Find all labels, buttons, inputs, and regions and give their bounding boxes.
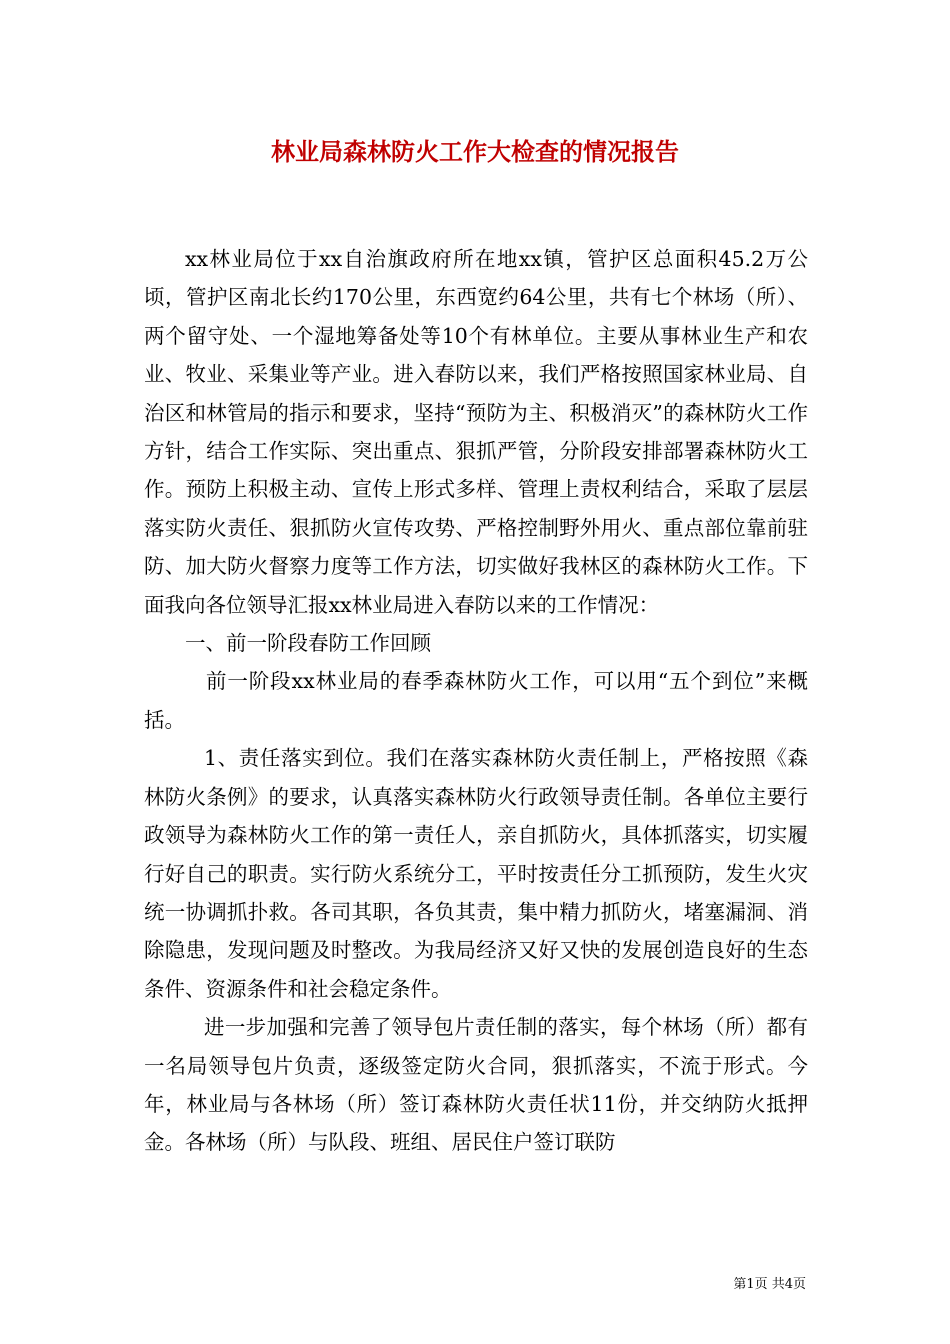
paragraph-summary: 前一阶段xx林业局的春季森林防火工作，可以用“五个到位”来概括。 bbox=[144, 669, 808, 732]
document-title: 林业局森林防火工作大检查的情况报告 bbox=[271, 137, 679, 166]
paragraph-responsibility: 1、责任落实到位。我们在落实森林防火责任制上，严格按照《森林防火条例》的要求，认真落实森林防火行政领导责任制。各单位主要行政领导为森林防火工作的第一责任人，亲自抓防火，具体抓落实，切实履行好自己的职责。实行防火系统分工，平时按责任分工抓预防，发生火灾统一协调抓扑救。各司其职，各负其责，集中精力抓防火，堵塞漏洞、消除隐患，发现问题及时整改。为我局经济又好又快的发展创造良好的生态条件、资源条件和社会稳定条件。 bbox=[144, 746, 808, 1001]
paragraph-leadership: 进一步加强和完善了领导包片责任制的落实，每个林场（所）都有一名局领导包片负责，逐级签定防火合同，狠抓落实，不流于形式。今年，林业局与各林场（所）签订森林防火责任状11份，并交纳防火抵押金。各林场（所）与队段、班组、居民住户签订联防 bbox=[144, 1015, 808, 1155]
page-number: 第1页 共4页 bbox=[733, 1277, 806, 1292]
document-body bbox=[144, 240, 808, 1162]
paragraph-intro: xx林业局位于xx自治旗政府所在地xx镇，管护区总面积45.2万公顷，管护区南北长约170公里，东西宽约64公里，共有七个林场（所）、两个留守处、一个湿地筹备处等10个有林单位。主要从事林业生产和农业、牧业、采集业等产业。进入春防以来，我们严格按照国家林业局、自治区和林管局的指示和要求，坚持“预防为主、积极消灭”的森林防火工作方针，结合工作实际、突出重点、狠抓严管，分阶段安排部署森林防火工作。预防上积极主动、宣传上形式多样、管理上责权利结合，采取了层层落实防火责任、狠抓防火宣传攻势、严格控制野外用火、重点部位靠前驻防、加大防火督察力度等工作方法，切实做好我林区的森林防火工作。下面我向各位领导汇报xx林业局进入春防以来的工作情况： bbox=[144, 247, 808, 617]
section-heading: 一、前一阶段春防工作回顾 bbox=[185, 631, 431, 656]
